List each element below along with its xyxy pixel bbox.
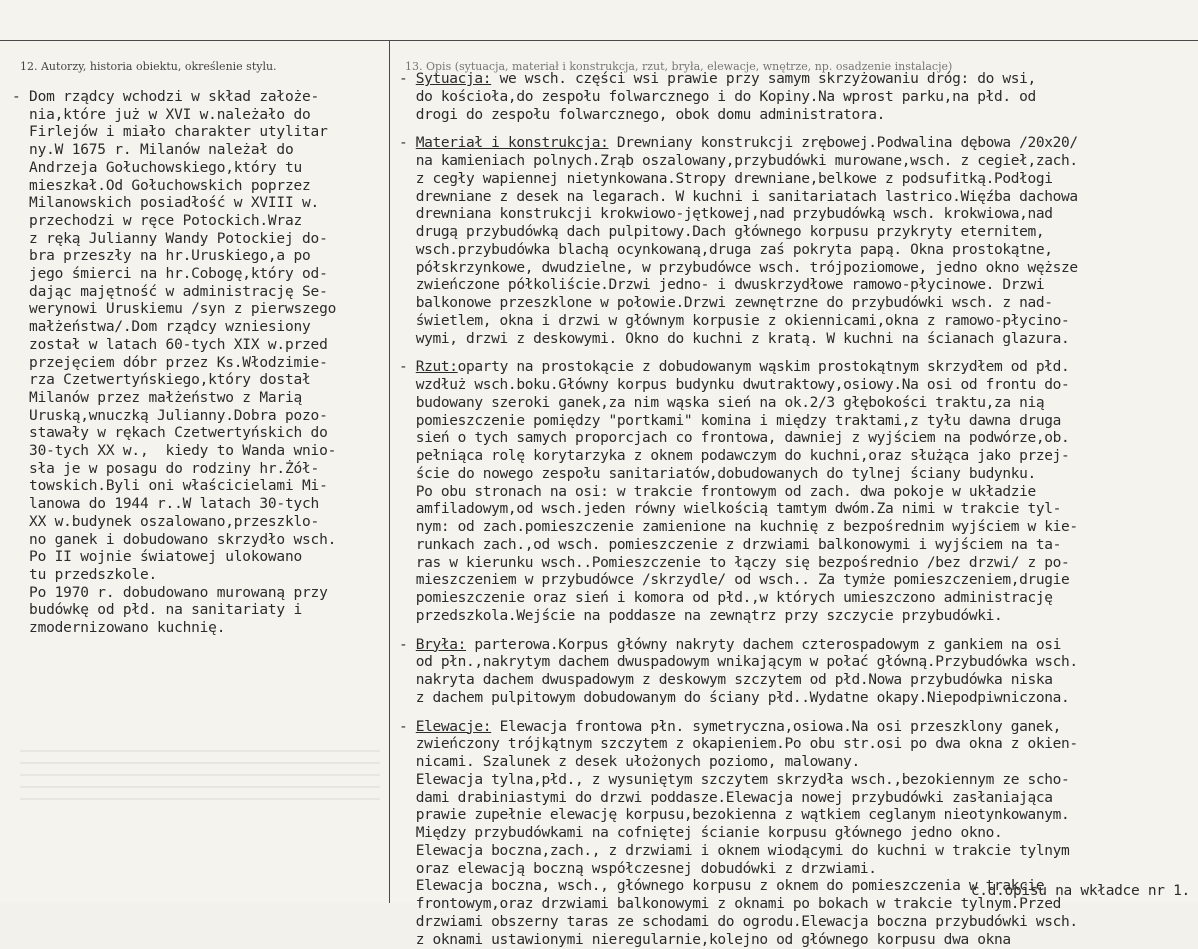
- section-line: Po obu stronach na osi: w trakcie frontowym od zach. dwa pokoje w układzie: [399, 484, 1195, 502]
- bullet-dash: -: [399, 359, 416, 375]
- section-line: prawie zupełnie elewację korpusu,bezokienna z wątkiem ceglanym nieotynkowanym.: [399, 807, 1195, 825]
- section-line: dami drabiniastymi do drzwi poddasze.Elewacja nowej przybudówki zasłaniająca: [399, 790, 1195, 808]
- continuation-note: c.d.opisu na wkładce nr 1.: [971, 883, 1190, 899]
- section-line: drzwiami obszerny taras ze schodami do ogrodu.Elewacja boczna przybudówki wsch.: [399, 914, 1195, 932]
- history-line: z ręką Julianny Wandy Potockiej do-: [12, 231, 384, 249]
- description-section: [399, 135, 1195, 348]
- section-first-line: [399, 719, 1195, 737]
- section-label: Bryła:: [416, 637, 466, 653]
- section-label: Elewacje:: [416, 719, 491, 735]
- section-text: we wsch. części wsi prawie przy samym skrzyżowaniu dróg: do wsi,: [491, 71, 1036, 87]
- section-line: wzdłuż wsch.boku.Główny korpus budynku dwutraktowy,osiowy.Na osi od frontu do-: [399, 377, 1195, 395]
- history-line: Milanów przez małżeństwo z Marią: [12, 390, 384, 408]
- bullet-dash: -: [399, 135, 416, 151]
- section-line: amfiladowym,od wsch.jeden równy wielkością tamtym dwóm.Za nimi w trakcie tyl-: [399, 501, 1195, 519]
- bullet-dash: -: [399, 71, 416, 87]
- section-line: z dachem pulpitowym dobudowanym do ściany płd..Wydatne okapy.Niepodpiwniczona.: [399, 690, 1195, 708]
- section-line: wymi, drzwi z deskowymi. Okno do kuchni z kratą. W kuchni na ścianach glazura.: [399, 331, 1195, 349]
- history-line: jego śmierci na hr.Cobogę,który od-: [12, 266, 384, 284]
- history-line: mieszkał.Od Gołuchowskich poprzez: [12, 178, 384, 196]
- section-line: przedszkola.Wejście na poddasze na zewnątrz przy szczycie przybudówki.: [399, 608, 1195, 626]
- section-gap: [399, 626, 1195, 637]
- heading-description: 13. Opis (sytuacja, materiał i konstrukcja, rzut, bryła, elewacje, wnętrze, np. osadzenie instalacje): [405, 60, 952, 73]
- section-line: do kościoła,do zespołu folwarcznego i do Kopiny.Na wprost parku,na płd. od: [399, 89, 1195, 107]
- section-line: frontowym,oraz drzwiami balkonowymi z oknami po bokach w trakcie tylnym.Przed: [399, 896, 1195, 914]
- history-line: no ganek i dobudowano skrzydło wsch.: [12, 532, 384, 550]
- section-line: z oknami ustawionymi nieregularnie,kolejno od głównego korpusu dwa okna: [399, 932, 1195, 949]
- section-line: drewniana konstrukcji krokwiowo-jętkowej,nad przybudówką wsch. krokwiowa,nad: [399, 206, 1195, 224]
- history-line: towskich.Byli oni właścicielami Mi-: [12, 478, 384, 496]
- section-line: ras w kierunku wsch..Pomieszczenie to łączy się bezpośrednio /bez drzwi/ z po-: [399, 555, 1195, 573]
- history-line: XX w.budynek oszalowano,przeszklo-: [12, 514, 384, 532]
- section-line: nicami. Szalunek z desek ułożonych poziomo, malowany.: [399, 754, 1195, 772]
- section-line: oraz elewacją boczną współczesnej dobudówki z drzwiami.: [399, 861, 1195, 879]
- section-line: drewniane z desek na legarach. W kuchni i sanitariatach lastrico.Więźba dachowa: [399, 189, 1195, 207]
- history-line: sła je w posagu do rodziny hr.Żół-: [12, 461, 384, 479]
- history-line: 30-tych XX w., kiedy to Wanda wnio-: [12, 443, 384, 461]
- section-line: budowany szeroki ganek,za nim wąska sień na ok.2/3 głębokości traktu,za nią: [399, 395, 1195, 413]
- history-line: przejęciem dóbr przez Ks.Włodzimie-: [12, 355, 384, 373]
- section-line: Elewacja boczna, wsch., głównego korpusu z oknem do pomieszczenia w trakcie: [399, 878, 1195, 896]
- section-line: runkach zach.,od wsch. pomieszczenie z drzwiami balkonowymi i wyjściem na ta-: [399, 537, 1195, 555]
- history-line: rza Czetwertyńskiego,który dostał: [12, 372, 384, 390]
- section-line: ście do nowego zespołu sanitariatów,dobudowanych do tylnej ściany budynku.: [399, 466, 1195, 484]
- history-line: lanowa do 1944 r..W latach 30-tych: [12, 496, 384, 514]
- history-line: werynowi Uruskiemu /syn z pierwszego: [12, 301, 384, 319]
- section-line: zwieńczone półkoliście.Drzwi jedno- i dwuskrzydłowe ramowo-płycinowe. Drzwi: [399, 277, 1195, 295]
- section-line: mieszczeniem w przybudówce /skrzydle/ od wsch.. Za tymże pomieszczeniem,drugie: [399, 572, 1195, 590]
- section-line: sień o tych samych proporcjach co frontowa, dawniej z wyjściem na podwórze,ob.: [399, 430, 1195, 448]
- section-gap: [399, 348, 1195, 359]
- section-line: Elewacja boczna,zach., z drzwiami i oknem wiodącymi do kuchni w trakcie tylnym: [399, 843, 1195, 861]
- heading-history: 12. Autorzy, historia obiektu, określenie stylu.: [20, 60, 277, 73]
- history-line: małżeństwa/.Dom rządcy wzniesiony: [12, 319, 384, 337]
- history-text: [12, 89, 384, 638]
- description-section: [399, 71, 1195, 124]
- section-line: pełniąca rolę korytarzyka z oknem podawczym do kuchni,oraz służąca jako przej-: [399, 448, 1195, 466]
- description-text: [399, 71, 1195, 949]
- section-line: Elewacja tylna,płd., z wysuniętym szczytem skrzydła wsch.,bezokiennym ze scho-: [399, 772, 1195, 790]
- history-line: tu przedszkole.: [12, 567, 384, 585]
- section-line: balkonowe przeszklone w połowie.Drzwi zewnętrzne do przybudówki wsch. z nad-: [399, 295, 1195, 313]
- section-first-line: [399, 71, 1195, 89]
- description-section: [399, 719, 1195, 949]
- section-line: pomieszczenie pomiędzy "portkami" komina i między traktami,z tyłu dawna druga: [399, 413, 1195, 431]
- history-line: Andrzeja Gołuchowskiego,który tu: [12, 160, 384, 178]
- section-line: drogi do zespołu folwarcznego, obok domu administratora.: [399, 107, 1195, 125]
- history-line: Uruską,wnuczką Julianny.Dobra pozo-: [12, 408, 384, 426]
- history-line: Milanowskich posiadłość w XVIII w.: [12, 195, 384, 213]
- history-line: został w latach 60-tych XIX w.przed: [12, 337, 384, 355]
- column-divider: [389, 40, 390, 903]
- history-line: zmodernizowano kuchnię.: [12, 620, 384, 638]
- section-line: z cegły wapiennej nietynkowana.Stropy drewniane,belkowe z podsufitką.Podłogi: [399, 171, 1195, 189]
- description-section: [399, 359, 1195, 625]
- section-line: na kamieniach polnych.Zrąb oszalowany,przybudówki murowane,wsch. z cegieł,zach.: [399, 153, 1195, 171]
- section-gap: [399, 708, 1195, 719]
- section-gap: [399, 124, 1195, 135]
- section-line: wsch.przybudówka blachą ocynkowaną,druga zaś pokryta papą. Okna prostokątne,: [399, 242, 1195, 260]
- history-line: bra przeszły na hr.Uruskiego,a po: [12, 248, 384, 266]
- description-section: [399, 637, 1195, 708]
- section-line: półskrzynkowe, dwudzielne, w przybudówce wsch. trójpoziomowe, jedno okno węższe: [399, 260, 1195, 278]
- history-line: Po II wojnie światowej ulokowano: [12, 549, 384, 567]
- section-line: świetlem, okna i drzwi w głównym korpusie z okiennicami,okna z ramowo-płycino-: [399, 313, 1195, 331]
- section-text: Drewniany konstrukcji zrębowej.Podwalina dębowa /20x20/: [609, 135, 1078, 151]
- section-first-line: [399, 359, 1195, 377]
- section-label: Rzut:: [416, 359, 458, 375]
- bullet-dash: -: [399, 719, 416, 735]
- section-text: parterowa.Korpus główny nakryty dachem czterospadowym z gankiem na osi: [466, 637, 1061, 653]
- section-label: Sytuacja:: [416, 71, 491, 87]
- history-line: - Dom rządcy wchodzi w skład założe-: [12, 89, 384, 107]
- section-line: pomieszczenie oraz sień i komora od płd.,w których umieszczono administrację: [399, 590, 1195, 608]
- history-line: nia,które już w XVI w.należało do: [12, 107, 384, 125]
- history-line: ny.W 1675 r. Milanów należał do: [12, 142, 384, 160]
- section-line: Między przybudówkami na cofniętej ścianie korpusu głównego jedno okno.: [399, 825, 1195, 843]
- section-line: nakryta dachem dwuspadowym z deskowym szczytem od płd.Nowa przybudówka niska: [399, 672, 1195, 690]
- section-text: oparty na prostokącie z dobudowanym wąskim prostokątnym skrzydłem od płd.: [458, 359, 1070, 375]
- section-line: nym: od zach.pomieszczenie zamienione na kuchnię z bezpośrednim wyjściem w kie-: [399, 519, 1195, 537]
- history-line: Firlejów i miało charakter utylitar: [12, 124, 384, 142]
- history-line: budówkę od płd. na sanitariaty i: [12, 602, 384, 620]
- bullet-dash: -: [399, 637, 416, 653]
- bleed-through-texture: [20, 740, 380, 800]
- top-rule: [0, 40, 1198, 41]
- section-line: zwieńczony trójkątnym szczytem z okapieniem.Po obu str.osi po dwa okna z okien-: [399, 736, 1195, 754]
- section-line: drugą przybudówką dach pulpitowy.Dach głównego korpusu przykryty eternitem,: [399, 224, 1195, 242]
- history-line: Po 1970 r. dobudowano murowaną przy: [12, 585, 384, 603]
- section-text: Elewacja frontowa płn. symetryczna,osiowa.Na osi przeszklony ganek,: [491, 719, 1061, 735]
- section-label: Materiał i konstrukcja:: [416, 135, 609, 151]
- section-first-line: [399, 135, 1195, 153]
- history-line: stawały w rękach Czetwertyńskich do: [12, 425, 384, 443]
- section-first-line: [399, 637, 1195, 655]
- section-line: od płn.,nakrytym dachem dwuspadowym wnikającym w połać główną.Przybudówka wsch.: [399, 654, 1195, 672]
- history-line: dając majętność w administrację Se-: [12, 284, 384, 302]
- history-line: przechodzi w ręce Potockich.Wraz: [12, 213, 384, 231]
